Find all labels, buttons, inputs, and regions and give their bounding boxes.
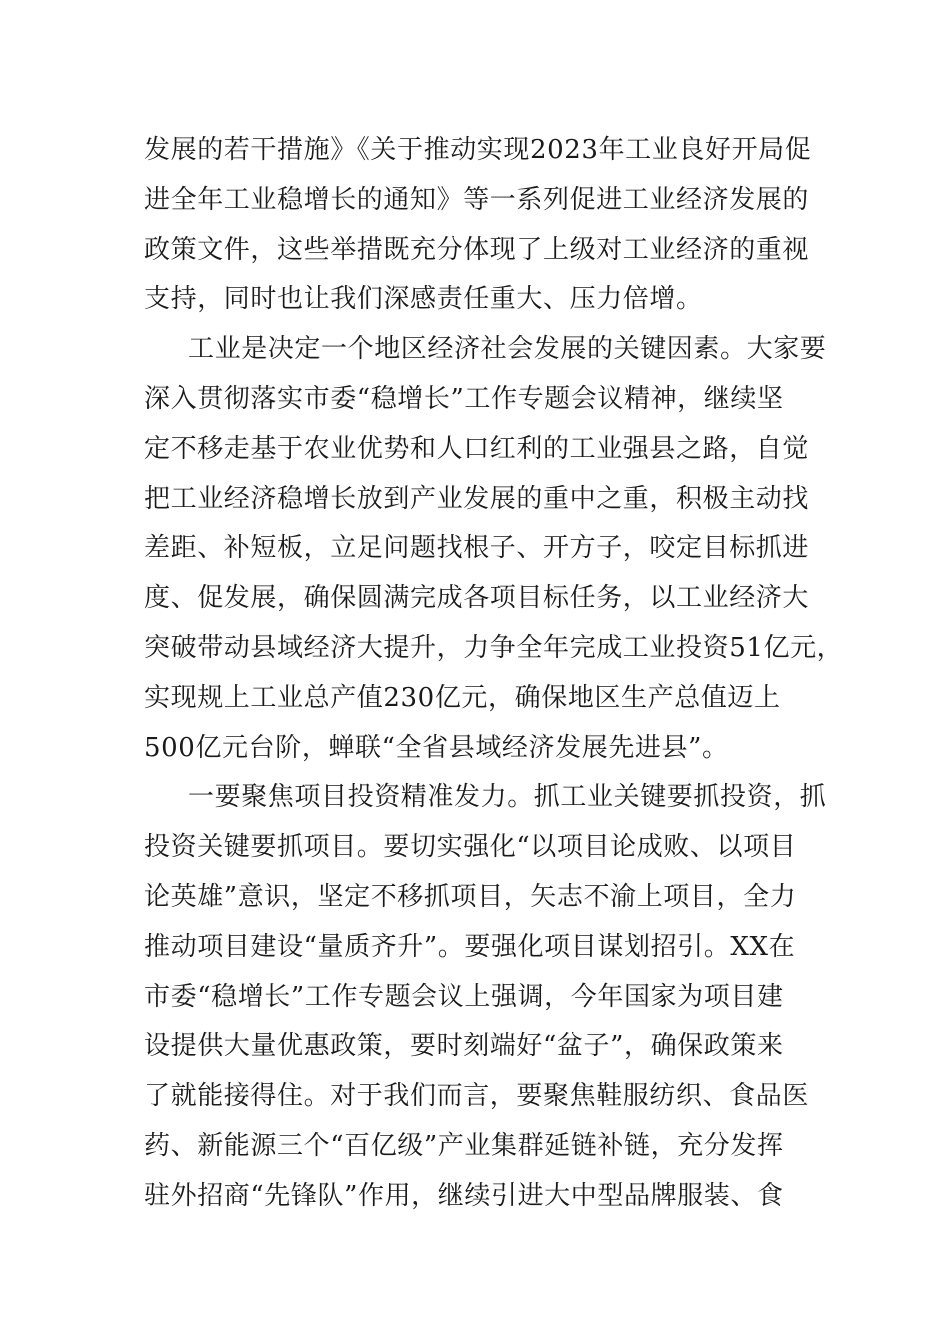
paragraph-2-line-3: 定不移走基于农业优势和人口红利的工业强县之路，自觉 [144,433,810,464]
document-body [144,126,844,1222]
paragraph-3-line-3: 论英雄”意识，坚定不移抓项目，矢志不渝上项目，全力 [144,881,797,912]
paragraph-2-line-5: 差距、补短板，立足问题找根子、开方子，咬定目标抓进 [144,533,810,564]
paragraph-2-line-6: 度、促发展，确保圆满完成各项目标任务，以工业经济大 [144,583,810,614]
paragraph-2-line-8: 实现规上工业总产值230亿元，确保地区生产总值迈上 [144,682,781,713]
paragraph-3-line-6: 设提供大量优惠政策，要时刻端好“盆子”，确保政策来 [144,1031,784,1062]
paragraph-2-line-9: 500亿元台阶，蝉联“全省县域经济发展先进县”。 [144,732,729,763]
paragraph-2-line-1: 工业是决定一个地区经济社会发展的关键因素。大家要 [188,334,827,365]
paragraph-3-line-8: 药、新能源三个“百亿级”产业集群延链补链，充分发挥 [144,1130,784,1161]
paragraph-1-line-4: 支持，同时也让我们深感责任重大、压力倍增。 [144,284,703,315]
paragraph-3-line-7: 了就能接得住。对于我们而言，要聚焦鞋服纺织、食品医 [144,1081,810,1112]
paragraph-2-line-7: 突破带动县域经济大提升，力争全年完成工业投资51亿元， [144,632,844,663]
paragraph-3-line-5: 市委“稳增长”工作专题会议上强调，今年国家为项目建 [144,981,784,1012]
paragraph-3-line-1: 一要聚焦项目投资精准发力。抓工业关键要抓投资，抓 [188,782,827,813]
paragraph-1-line-2: 进全年工业稳增长的通知》等一系列促进工业经济发展的 [144,184,810,215]
paragraph-3-line-9: 驻外招商“先锋队”作用，继续引进大中型品牌服装、食 [144,1180,784,1211]
paragraph-1-line-3: 政策文件，这些举措既充分体现了上级对工业经济的重视 [144,234,810,265]
paragraph-3-line-2: 投资关键要抓项目。要切实强化“以项目论成败、以项目 [144,832,797,863]
paragraph-2-line-2: 深入贯彻落实市委“稳增长”工作专题会议精神，继续坚 [144,383,784,414]
paragraph-3-line-4: 推动项目建设“量质齐升”。要强化项目谋划招引。XX在 [144,931,796,962]
paragraph-1-line-1: 发展的若干措施》《关于推动实现2023年工业良好开局促 [144,135,812,165]
paragraph-2-line-4: 把工业经济稳增长放到产业发展的重中之重，积极主动找 [144,483,810,514]
